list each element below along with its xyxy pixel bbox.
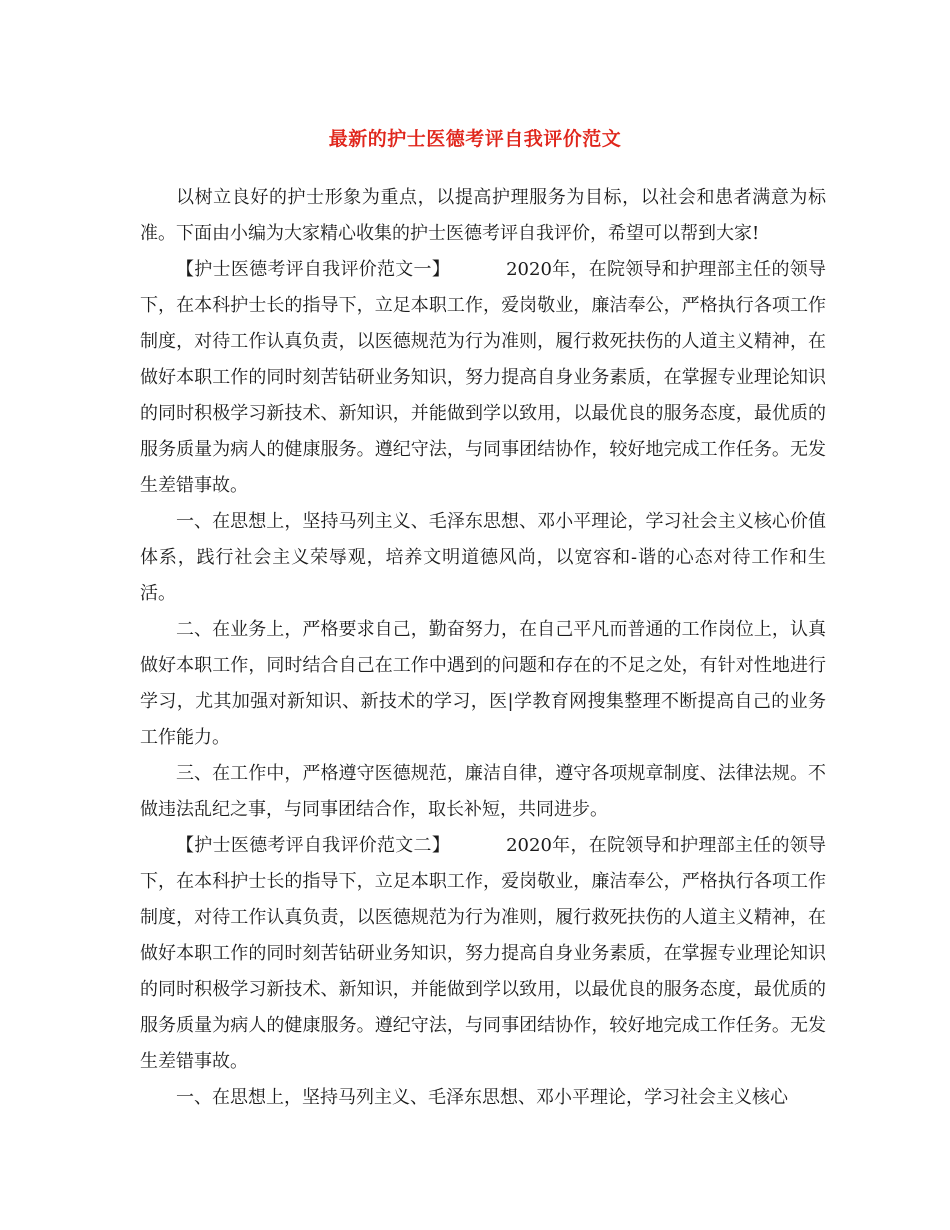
paragraph-point-three	[140, 756, 826, 828]
paragraph-sample-two	[140, 828, 826, 1080]
paragraph-intro	[140, 180, 826, 252]
paragraph-text: 三、在工作中，严格遵守医德规范，廉洁自律，遵守各项规章制度、法律法规。不做违法乱纪之事，与同事团结合作，取长补短，共同进步。	[140, 763, 826, 820]
document-title: 最新的护士医德考评自我评价范文	[328, 128, 622, 150]
paragraph-point-two	[140, 612, 826, 756]
paragraph-text: 2020年，在院领导和护理部主任的领导下，在本科护士长的指导下，立足本职工作，爱岗敬业，廉洁奉公，严格执行各项工作制度，对待工作认真负责，以医德规范为行为准则，履行救死扶伤的人道主义精神，在做好本职工作的同时刻苦钻研业务知识，努力提高自身业务素质，在掌握专业理论知识的同时积极学习新技术、新知识，并能做到学以致用，以最优良的服务态度，最优质的服务质量为病人的健康服务。遵纪守法，与同事团结协作，较好地完成工作任务。无发生差错事故。	[140, 835, 826, 1072]
paragraph-text: 一、在思想上，坚持马列主义、毛泽东思想、邓小平理论，学习社会主义核心价值体系，践行社会主义荣辱观，培养文明道德风尚，以宽容和-谐的心态对待工作和生活。	[140, 511, 826, 604]
paragraph-text: 2020年，在院领导和护理部主任的领导下，在本科护士长的指导下，立足本职工作，爱岗敬业，廉洁奉公，严格执行各项工作制度，对待工作认真负责，以医德规范为行为准则，履行救死扶伤的人道主义精神，在做好本职工作的同时刻苦钻研业务知识，努力提高自身业务素质，在掌握专业理论知识的同时积极学习新技术、新知识，并能做到学以致用，以最优良的服务态度，最优质的服务质量为病人的健康服务。遵纪守法，与同事团结协作，较好地完成工作任务。无发生差错事故。	[140, 259, 826, 496]
paragraph-text: 一、在思想上，坚持马列主义、毛泽东思想、邓小平理论，学习社会主义核心	[176, 1087, 788, 1108]
document-body	[140, 180, 826, 1116]
paragraph-text: 二、在业务上，严格要求自己，勤奋努力，在自己平凡而普通的工作岗位上，认真做好本职工作，同时结合自己在工作中遇到的问题和存在的不足之处，有针对性地进行学习，尤其加强对新知识、新技术的学习，医|学教育网搜集整理不断提高自己的业务工作能力。	[140, 619, 826, 748]
paragraph-point-one	[140, 504, 826, 612]
paragraph-text: 以树立良好的护士形象为重点，以提高护理服务为目标，以社会和患者满意为标准。下面由小编为大家精心收集的护士医德考评自我评价，希望可以帮到大家!	[140, 187, 826, 244]
paragraph-point-one-continued	[140, 1080, 826, 1116]
section-heading: 【护士医德考评自我评价范文一】	[176, 259, 451, 280]
section-heading: 【护士医德考评自我评价范文二】	[176, 835, 451, 856]
paragraph-sample-one	[140, 252, 826, 504]
